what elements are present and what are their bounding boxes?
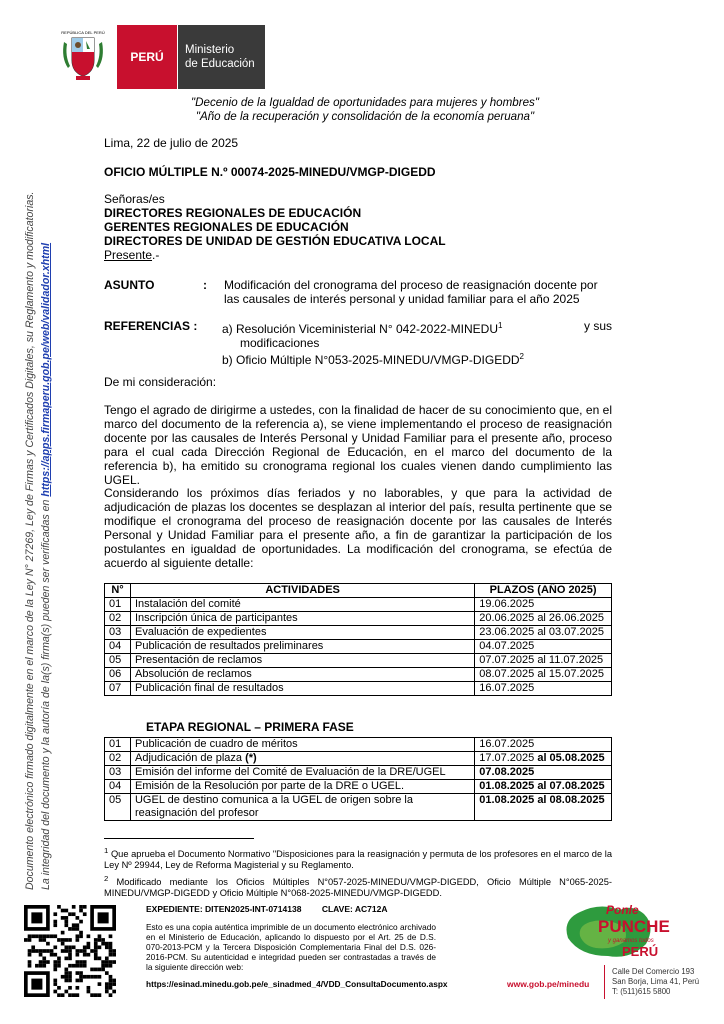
asunto-text: Modificación del cronograma del proceso de reasignación docente por las causales de interés personal y unidad familiar para el año 2025 bbox=[224, 278, 598, 306]
paragraph-2: Considerando los próximos días feriados y no laborables, y que para la actividad de adjudicación de plazas los docentes se desplazan al interior del país, resulta pertinente que se modifique el cronograma del proceso de reasignación docente por las causales de Interés Personal y Unidad Familiar para el presente año, a fin de garantizar la participación de los postulantes en igualdad de oportunidades. La modificación del cronograma, se efectúa de acuerdo al siguiente detalle: bbox=[104, 486, 612, 570]
regional-phase-table bbox=[104, 737, 612, 821]
ministry-line1: Ministerio bbox=[185, 44, 235, 56]
verification-url[interactable]: https://esinad.minedu.gob.pe/e_sinadmed_4/VDD_ConsultaDocumento.aspx bbox=[146, 979, 448, 989]
signature-note-line2: La integridad del documento y la autoría de la(s) firma(s) pueden ser verificadas en https://apps.firmaperu.gob.pe/web/validador.xhtml bbox=[40, 242, 52, 890]
authenticity-text: Esto es una copia auténtica imprimible de un documento electrónico archivado en el Ministerio de Educación, aplicando lo dispuesto por el Art. 25 de D.S. 070-2013-PCM y la Tercera Disposición Complementaria Final del D.S. 026-2016-PCM. Su autenticidad e integridad pueden ser contrastadas a través de la siguiente dirección web: bbox=[146, 922, 436, 972]
col-header-deadlines: PLAZOS (AÑO 2025) bbox=[475, 584, 612, 598]
row-activity: Inscripción única de participantes bbox=[130, 612, 474, 626]
table-row bbox=[105, 626, 612, 640]
row-number: 04 bbox=[105, 640, 131, 654]
svg-text:y ganamos todos: y ganamos todos bbox=[608, 938, 654, 944]
salutation: Señoras/es bbox=[104, 192, 165, 206]
schedule-table bbox=[104, 583, 612, 696]
coat-of-arms-icon bbox=[60, 28, 106, 84]
footer-divider bbox=[604, 965, 605, 999]
row-activity: Publicación de cuadro de méritos bbox=[130, 738, 474, 752]
table-row bbox=[105, 780, 612, 794]
row-deadline: 19.06.2025 bbox=[475, 598, 612, 612]
row-number: 07 bbox=[105, 682, 131, 696]
slogans bbox=[150, 96, 580, 124]
row-number: 05 bbox=[105, 794, 131, 821]
row-activity: Emisión de la Resolución por parte de la DRE o UGEL. bbox=[130, 780, 474, 794]
oficio-number: OFICIO MÚLTIPLE N.º 00074-2025-MINEDU/VMGP-DIGEDD bbox=[104, 165, 436, 179]
clave: CLAVE: AC712A bbox=[321, 904, 388, 914]
table-row bbox=[105, 654, 612, 668]
gob-pe-link[interactable]: www.gob.pe/minedu bbox=[507, 979, 590, 989]
referencias-text: a) Resolución Viceministerial N° 042-2022-MINEDU$^1$ y sus modificaciones b) Oficio Múltiple N°053-2025-MINEDU/VMGP-DIGEDD$^2$ bbox=[222, 319, 612, 367]
addressee-line3: DIRECTORES DE UNIDAD DE GESTIÓN EDUCATIVA LOCAL bbox=[104, 234, 446, 248]
row-activity: Publicación final de resultados bbox=[130, 682, 474, 696]
peru-logo: PERÚ bbox=[117, 25, 177, 89]
ministry-address: Calle Del Comercio 193 San Borja, Lima 41, Perú T: (511)615 5800 bbox=[612, 967, 700, 996]
row-deadline: 17.07.2025 al 05.08.2025 bbox=[475, 752, 612, 766]
svg-text:PERÚ: PERÚ bbox=[622, 944, 659, 959]
row-deadline: 16.07.2025 bbox=[475, 682, 612, 696]
table-row bbox=[105, 612, 612, 626]
table-row bbox=[105, 794, 612, 821]
validator-link[interactable]: https://apps.firmaperu.gob.pe/web/validador.xhtml bbox=[40, 242, 52, 497]
row-deadline: 04.07.2025 bbox=[475, 640, 612, 654]
row-activity: Instalación del comité bbox=[130, 598, 474, 612]
footnote-divider bbox=[104, 838, 254, 839]
ministry-line2: de Educación bbox=[185, 58, 255, 70]
table-row bbox=[105, 640, 612, 654]
presente: Presente.- bbox=[104, 248, 160, 262]
expediente-line bbox=[146, 904, 387, 914]
expediente: EXPEDIENTE: DITEN2025-INT-0714138 bbox=[146, 904, 302, 914]
row-number: 04 bbox=[105, 780, 131, 794]
paragraph-1: Tengo el agrado de dirigirme a ustedes, con la finalidad de hacer de su conocimiento que, en el marco del documento de la referencia a), se viene implementando el proceso de reasignación docente por las causales de Interés Personal y Unidad Familiar para el presente año, proceso para el cual cada Dirección Regional de Educación, en el marco del documento de la referencia b), ha emitido su cronograma regional los cuales vienen dando cumplimiento las UGEL. bbox=[104, 403, 612, 487]
row-activity: UGEL de destino comunica a la UGEL de origen sobre la reasignación del profesor bbox=[130, 794, 474, 821]
table-row bbox=[105, 682, 612, 696]
signature-note-line1: Documento electrónico firmado digitalmente en el marco de la Ley N° 27269, Ley de Firmas y Certificados Digitales, su Reglamento y modificatorias. bbox=[24, 191, 36, 890]
row-number: 05 bbox=[105, 654, 131, 668]
row-number: 02 bbox=[105, 612, 131, 626]
table-row bbox=[105, 598, 612, 612]
row-number: 01 bbox=[105, 598, 131, 612]
row-deadline: 07.08.2025 bbox=[475, 766, 612, 780]
slogan-1: "Decenio de la Igualdad de oportunidades para mujeres y hombres" bbox=[191, 96, 539, 109]
slogan-2: "Año de la recuperación y consolidación de la economía peruana" bbox=[195, 110, 535, 123]
table-row bbox=[105, 752, 612, 766]
col-header-number: N° bbox=[105, 584, 131, 598]
table-row bbox=[105, 668, 612, 682]
qr-code-icon bbox=[24, 905, 116, 997]
row-deadline: 16.07.2025 bbox=[475, 738, 612, 752]
table-header-row bbox=[105, 584, 612, 598]
referencias-label: REFERENCIAS : bbox=[104, 319, 198, 333]
row-activity: Absolución de reclamos bbox=[130, 668, 474, 682]
row-activity: Emisión del informe del Comité de Evaluación de la DRE/UGEL bbox=[130, 766, 474, 780]
digital-signature-note bbox=[22, 50, 60, 890]
row-deadline: 01.08.2025 al 07.08.2025 bbox=[475, 780, 612, 794]
shield-caption: REPÚBLICA DEL PERÚ bbox=[61, 30, 105, 35]
footnote-1: Que aprueba el Documento Normativo "Disposiciones para la reasignación y permuta de los profesores en el marco de la Ley Nº 29944, Ley de Reforma Magisterial y su Reglamento. bbox=[104, 849, 612, 871]
col-header-activities: ACTIVIDADES bbox=[130, 584, 474, 598]
footnote-2: Modificado mediante los Oficios Múltiples N°057-2025-MINEDU/VMGP-DIGEDD, Oficio Múltiple N°065-2025-MINEDU/VMGP-DIGEDD y Oficio Múltiple N°068-2025-MINEDU/VMGP-DIGEDD. bbox=[104, 877, 612, 899]
row-deadline: 07.07.2025 al 11.07.2025 bbox=[475, 654, 612, 668]
ministry-logo bbox=[177, 25, 265, 89]
table-row bbox=[105, 766, 612, 780]
addressee-line2: GERENTES REGIONALES DE EDUCACIÓN bbox=[104, 220, 349, 234]
addressee-block bbox=[104, 192, 446, 262]
greeting: De mi consideración: bbox=[104, 375, 217, 389]
row-activity: Presentación de reclamos bbox=[130, 654, 474, 668]
table-row bbox=[105, 738, 612, 752]
row-deadline: 01.08.2025 al 08.08.2025 bbox=[475, 794, 612, 821]
document-date: Lima, 22 de julio de 2025 bbox=[104, 136, 239, 150]
row-deadline: 20.06.2025 al 26.06.2025 bbox=[475, 612, 612, 626]
asunto-colon: : bbox=[203, 278, 207, 292]
row-number: 06 bbox=[105, 668, 131, 682]
row-activity: Publicación de resultados preliminares bbox=[130, 640, 474, 654]
row-deadline: 08.07.2025 al 15.07.2025 bbox=[475, 668, 612, 682]
row-number: 02 bbox=[105, 752, 131, 766]
asunto-label: ASUNTO bbox=[104, 278, 155, 292]
ponle-punche-logo bbox=[560, 898, 670, 962]
row-number: 01 bbox=[105, 738, 131, 752]
row-number: 03 bbox=[105, 626, 131, 640]
row-number: 03 bbox=[105, 766, 131, 780]
svg-text:Ponle: Ponle bbox=[606, 903, 639, 917]
phase-title: ETAPA REGIONAL – PRIMERA FASE bbox=[146, 720, 354, 734]
row-deadline: 23.06.2025 al 03.07.2025 bbox=[475, 626, 612, 640]
footnotes: $^1$ Que aprueba el Documento Normativo "Disposiciones para la reasignación y permuta de los profesores en el marco de la Ley Nº 29944, Ley de Reforma Magisterial y su Reglamento. $^2$ Modificado mediante los Oficios Múltiples N°057-2025-MINEDU/VMGP-DIGEDD, Oficio Múltiple N°065-2025-MINEDU/VMGP-DIGEDD y Oficio Múltiple N°068-2025-MINEDU/VMGP-DIGEDD. bbox=[104, 846, 612, 899]
row-activity: Adjudicación de plaza (*) bbox=[130, 752, 474, 766]
row-activity: Evaluación de expedientes bbox=[130, 626, 474, 640]
addressee-line1: DIRECTORES REGIONALES DE EDUCACIÓN bbox=[104, 206, 362, 220]
svg-text:PUNCHE: PUNCHE bbox=[598, 917, 670, 936]
